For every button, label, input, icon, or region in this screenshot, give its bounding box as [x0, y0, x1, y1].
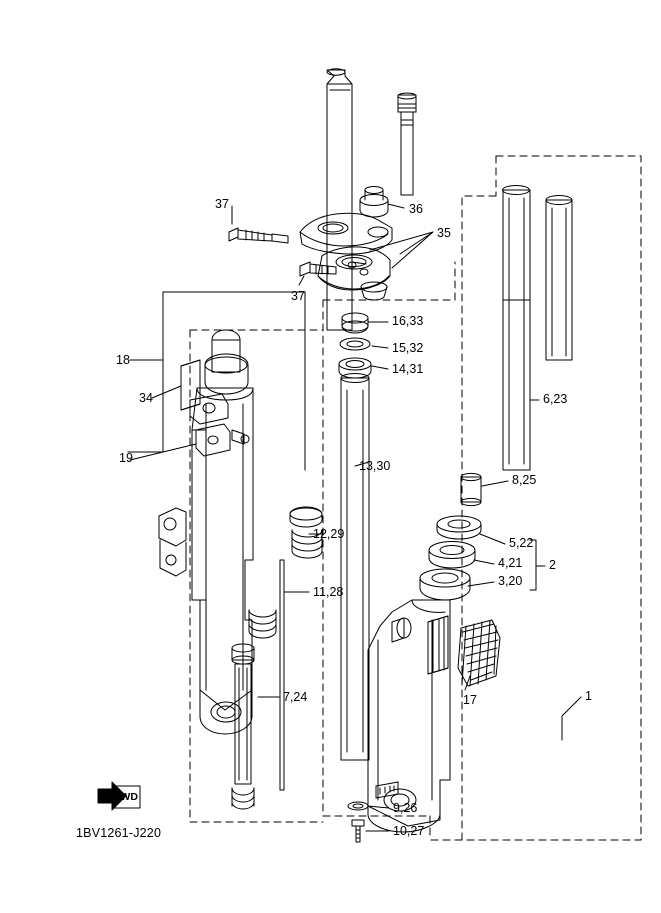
callout-9-26: 9,26 [393, 801, 418, 815]
callout-34: 34 [139, 391, 153, 405]
callout-12-29: 12,29 [313, 527, 345, 541]
callout-6-23: 6,23 [543, 392, 568, 406]
callout-10-27: 10,27 [393, 824, 425, 838]
callout-18: 18 [116, 353, 130, 367]
callout-13-30: 13,30 [359, 459, 391, 473]
callout-8-25: 8,25 [512, 473, 537, 487]
callout-3-20: 3,20 [498, 574, 523, 588]
callout-5-22: 5,22 [509, 536, 534, 550]
callout-37-bottom: 37 [291, 289, 305, 303]
callout-4-21: 4,21 [498, 556, 523, 570]
callout-19: 19 [119, 451, 133, 465]
callout-35: 35 [437, 226, 451, 240]
callout-14-31: 14,31 [392, 362, 424, 376]
diagram-part-code: 1BV1261-J220 [76, 826, 162, 840]
callout-36: 36 [409, 202, 423, 216]
callout-15-32: 15,32 [392, 341, 424, 355]
fwd-direction-label: FWD [114, 791, 138, 803]
callout-1: 1 [585, 689, 592, 703]
callout-17: 17 [463, 693, 477, 707]
callout-7-24: 7,24 [283, 690, 308, 704]
callout-2: 2 [549, 558, 556, 572]
callout-16-33: 16,33 [392, 314, 424, 328]
callout-11-28: 11,28 [313, 585, 344, 599]
callout-37-top: 37 [215, 197, 229, 211]
